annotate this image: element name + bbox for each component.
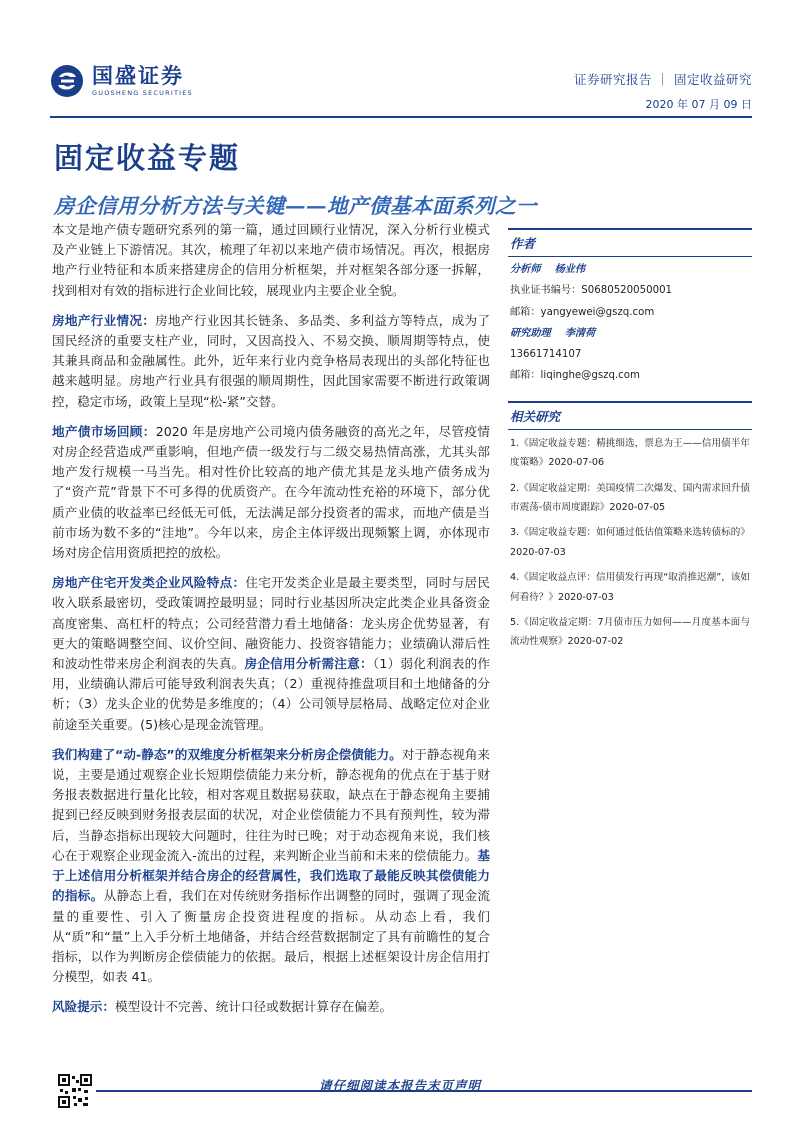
related-research-item[interactable]: 2.《固定收益定期：美国疫情二次爆发、国内需求回升债市震荡-债市周度跟踪》2020-07-05 xyxy=(510,482,750,513)
authors-info xyxy=(508,257,752,387)
related-research-item[interactable]: 5.《固定收益定期：7月债市压力如何——月度基本面与流动性观察》2020-07-02 xyxy=(510,617,750,648)
related-research-item[interactable]: 1.《固定收益专题：精挑细选，票息为王——信用债半年度策略》2020-07-06 xyxy=(510,437,750,469)
report-header-meta xyxy=(574,70,752,112)
analyst-cert: 执业证书编号：S0680520050001 xyxy=(510,285,673,297)
assistant-role: 研究助理 xyxy=(510,327,551,339)
risk-features-label: 房地产住宅开发类企业风险特点： xyxy=(52,575,246,591)
risk-warning-text: 模型设计不完善、统计口径或数据计算存在偏差。 xyxy=(114,999,393,1015)
related-research-item[interactable]: 3.《固定收益专题：如何通过低估值策略来选转债标的》2020-07-03 xyxy=(510,527,750,558)
brand-name-en: GUOSHENG SECURITIES xyxy=(92,89,193,97)
framework-paragraph xyxy=(52,745,490,987)
authors-heading: 作者 xyxy=(508,228,752,257)
related-research-list xyxy=(508,430,752,652)
assistant-line xyxy=(510,323,750,344)
risk-warning-label: 风险提示： xyxy=(52,999,115,1015)
related-research-heading: 相关研究 xyxy=(508,401,752,430)
framework-label: 我们构建了“动-静态”的双维度分析框架来分析房企偿债能力。 xyxy=(52,746,402,762)
framework-text: 对于静态视角来说，主要是通过观察企业长短期偿债能力来分析，静态视角的优点在于基于财务报表数据进行量化比较，相对客观且数据易获取，缺点在于静态视角主要捕捉到已经反映到财务报表层面的状况，对企业偿债能力不具有预判性，较为滞后，当静态指标出现较大问题时，往往为时已晚；对于动态视角来说，我们核心在于观察企业现金流入-流出的过程，来判断企业当前和未来的偿债能力。 xyxy=(52,746,491,863)
guosheng-logo-icon xyxy=(50,64,84,98)
market-paragraph xyxy=(52,422,490,563)
assistant-phone: 13661714107 xyxy=(510,349,582,361)
industry-label: 房地产行业情况： xyxy=(52,312,156,328)
related-research-item[interactable]: 4.《固定收益点评：信用债发行再现“取消推迟潮”，该如何看待？》2020-07-03 xyxy=(510,572,750,603)
report-body xyxy=(52,220,490,1028)
page-subtitle: 房企信用分析方法与关键——地产债基本面系列之一 xyxy=(54,194,537,218)
risk-warning-paragraph xyxy=(52,997,490,1017)
analyst-name: 杨业伟 xyxy=(554,264,586,275)
assistant-email: 邮箱：liqinghe@gszq.com xyxy=(510,370,640,382)
page-title: 固定收益专题 xyxy=(54,141,241,175)
credit-notes-text: （1）弱化利润表的作用，业绩确认滞后可能导致利润表失真；（2）重视待推盘项目和土地储备的分析；（3）龙头企业的优势是多维度的；（4）公司领导层格局、战略定位对企业前途至关重要。(5)核心是现金流管理。 xyxy=(52,656,491,732)
brand-name-cn: 国盛证券 xyxy=(92,64,184,88)
header-divider xyxy=(50,116,752,118)
indicators-text: 从静态上看，我们在对传统财务指标作出调整的同时，强调了现金流量的重要性、引入了衡量房企投资进程度的指标。从动态上看，我们从“质”和“量”上入手分析土地储备，并结合经营数据制定了具有前瞻性的复合指标，以作为判断房企偿债能力的依据。最后，根据上述框架设计房企信用打分模型，如表 41。 xyxy=(52,888,491,985)
analyst-line xyxy=(510,259,750,280)
industry-text: 房地产行业因其长链条、多品类、多利益方等特点，成为了国民经济的重要支柱产业，同时，又因高投入、不易交换、顺周期等特点，使其兼具商品和金融属性。此外，近年来行业内竞争格局表现出的头部化特征也越来越明显。房地产行业具有很强的顺周期性，因此国家需要不断进行政策调控，稳定市场，政策上呈现“松-紧”交替。 xyxy=(52,312,491,409)
sidebar xyxy=(508,228,752,658)
credit-notes-label: 房企信用分析需注意： xyxy=(244,656,373,672)
indicators-label: 基于上述信用分析框架并结合房企的经营属性，我们选取了最能反映其偿债能力的指标。 xyxy=(52,847,490,904)
intro-text: 本文是地产债专题研究系列的第一篇，通过回顾行业情况，深入分析行业模式及产业链上下游情况。其次，梳理了年初以来地产债市场情况。再次，根据房地产行业特征和本质来搭建房企的信用分析框架，并对框架各部分逐一拆解，找到相对有效的指标进行企业间比较，展现业内主要企业全貌。 xyxy=(52,222,490,298)
report-date: 2020 年 07 月 09 日 xyxy=(645,98,752,111)
company-logo xyxy=(50,64,193,98)
market-text: 2020 年是房地产公司境内债务融资的高光之年，尽管疫情对房企经营造成严重影响，但地产债一级发行与二级交易热情高涨，尤其头部地产发行规模一马当先。相对性价比较高的地产债尤其是龙头地产债务成为了“资产荒”背景下不可多得的优质资产。在今年流动性充裕的环境下，部分优质产业债的收益率已经低无可低，无法满足部分投资者的需求，而地产债是当前市场为数不多的“洼地”。今年以来，房企主体评级出现频繁上调，亦体现市场对房企信用资质把控的放松。 xyxy=(52,423,490,561)
market-label: 地产债市场回顾： xyxy=(52,423,156,439)
report-category: 证券研究报告 ｜ 固定收益研究 xyxy=(574,72,752,87)
intro-paragraph xyxy=(52,220,490,301)
footer-disclaimer: 请仔细阅读本报告末页声明 xyxy=(318,1078,481,1093)
risk-features-paragraph xyxy=(52,573,490,735)
analyst-email: 邮箱：yangyewei@gszq.com xyxy=(510,306,655,318)
industry-paragraph xyxy=(52,311,490,412)
assistant-name: 李清荷 xyxy=(564,327,596,339)
analyst-role: 分析师 xyxy=(510,264,541,275)
risk-features-text: 住宅开发类企业是最主要类型，同时与居民收入联系最密切，受政策调控最明显；同时行业基因所决定此类企业具备资金高度密集、高杠杆的特点；公司经营潜力看土地储备：龙头房企优势显著，有更大的策略调整空间、议价空间、融资能力、投资容错能力；业绩确认滞后性和波动性带来房企利润表的失真。 xyxy=(52,575,491,672)
